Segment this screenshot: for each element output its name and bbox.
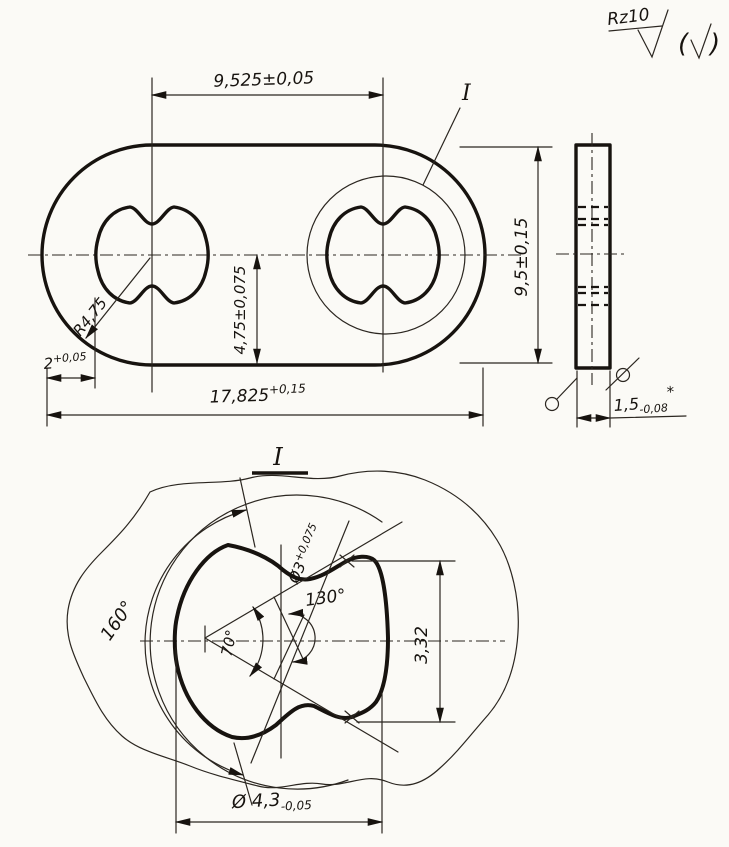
alt-finish-check-icon (691, 24, 711, 58)
dim-half-width-label: 4,75±0,075 (231, 265, 249, 355)
side-view (546, 133, 687, 427)
dim-waist-angle-label: 130° (303, 585, 348, 611)
dim-thickness (577, 371, 686, 427)
dim-waist-angle (274, 585, 347, 679)
surface-mark-left (546, 378, 578, 411)
surface-finish-note (606, 5, 720, 59)
alt-finish-paren-close: ) (710, 29, 721, 59)
roughness-value-label: Rz10 (606, 4, 651, 30)
detail-callout-label: I (462, 81, 471, 106)
dim-plate-width (460, 147, 552, 363)
dim-overall-dia-label: Ø $4,3_{-0,05}$ (231, 789, 313, 814)
torn-edge-boundary (67, 471, 518, 788)
dim-lobe-dia-label: $Ø3^{+0,075}$ (284, 521, 320, 586)
side-view-outline (576, 145, 610, 368)
dim-thickness-label: $1,5_{-0,08}*$ (612, 382, 675, 417)
surface-mark-right-icon (617, 369, 630, 382)
detail-view (67, 443, 518, 833)
alt-finish-paren-open: ( (678, 29, 689, 59)
dim-arc-angle-label: 160° (96, 597, 139, 645)
arc-end-tick-top (240, 478, 255, 547)
dim-tangent-height-label: 3,32 (412, 626, 432, 664)
main-view (28, 68, 552, 426)
detail-circle-enlarged (150, 495, 382, 789)
dim-overall-dia (176, 648, 382, 833)
hidden-hole-lines (578, 207, 608, 305)
dim-end-radius-label: R4,75 (69, 294, 111, 340)
dim-length-label: $17,825^{+0,15}$ (209, 381, 306, 408)
dim-hole-spacing (152, 68, 383, 95)
dim-half-width (231, 255, 257, 363)
dim-edge-label: $2^{+0,05}$ (43, 350, 87, 373)
dim-center-angle-label: 70° (217, 628, 241, 658)
detail-callout-leader (423, 108, 460, 185)
dim-hole-spacing-label: 9,525±0,05 (213, 68, 315, 92)
tangent-marks (340, 555, 359, 723)
detail-view-title: I (273, 443, 283, 471)
dim-length (47, 368, 483, 426)
surface-mark-left-icon (546, 398, 559, 411)
dim-plate-width-label: 9,5±0,15 (512, 217, 532, 297)
